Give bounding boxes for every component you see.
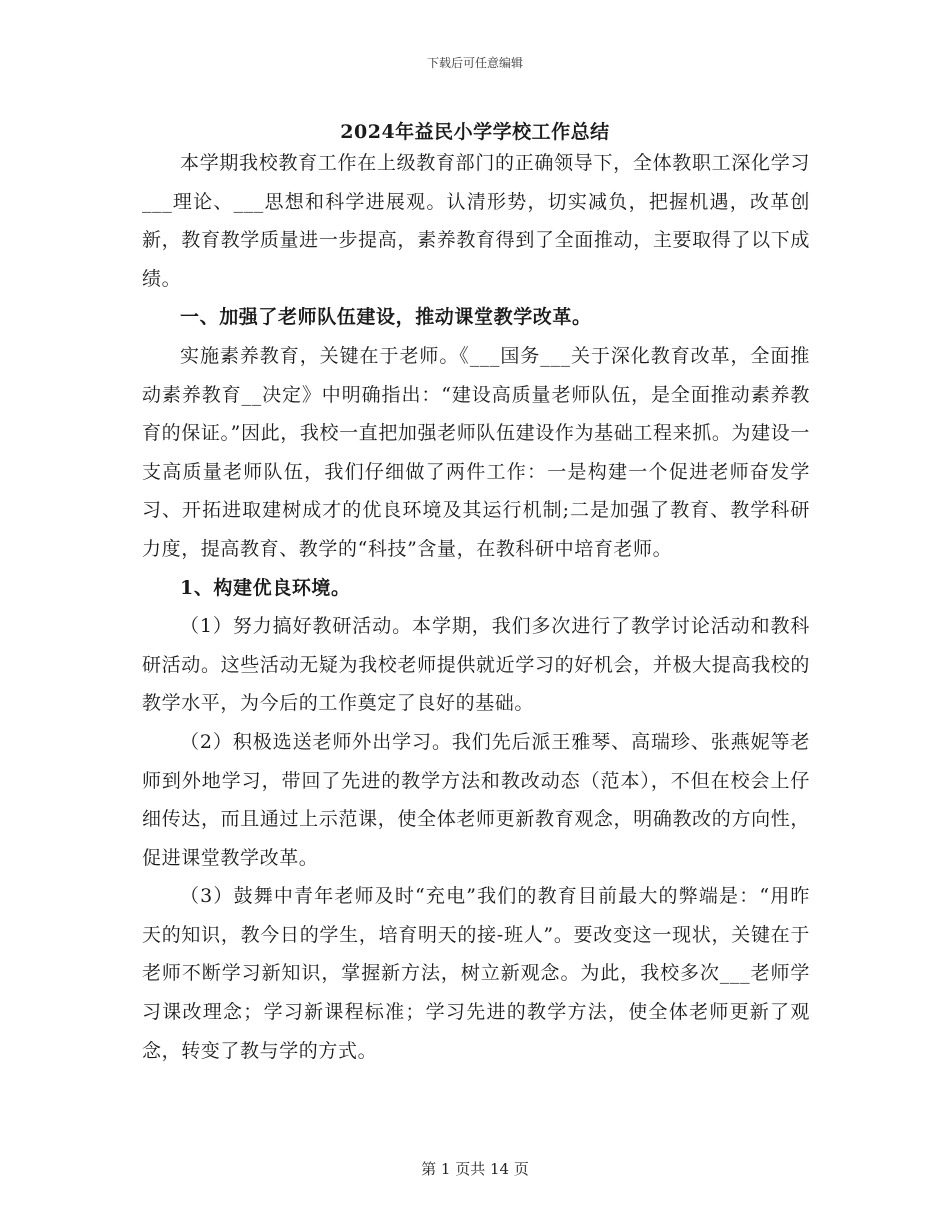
page-number: 第 1 页共 14 页	[421, 1160, 529, 1178]
subsection-heading-1: 1、构建优良环境。	[180, 576, 351, 599]
header-note: 下载后可任意编辑	[426, 56, 523, 70]
item-paragraph-3: （3）鼓舞中青年老师及时“充电”我们的教育目前最大的弊端是：“用昨天的知识，教今日的学生，培育明天的接-班人”。要改变这一现状，关键在于老师不断学习新知识，掌握新方法，树立新观念。为此，我校多次___老师学习课改理念；学习新课程标准；学习先进的教学方法，使全体老师更新了观念，转变了教与学的方式。	[142, 885, 810, 1062]
document-title: 2024年益民小学学校工作总结	[340, 121, 610, 143]
section-1-paragraph: 实施素养教育，关键在于老师。《___国务___关于深化教育改革，全面推动素养教育__决定》中明确指出：“建设高质量老师队伍，是全面推动素养教育的保证。”因此，我校一直把加强老师队伍建设作为基础工程来抓。为建设一支高质量老师队伍，我们仔细做了两件工作：一是构建一个促进老师奋发学习、开拓进取建树成才的优良环境及其运行机制;二是加强了教育、教学科研力度，提高教育、教学的“科技”含量，在教科研中培育老师。	[142, 344, 810, 560]
section-heading-1: 一、加强了老师队伍建设，推动课堂教学改革。	[180, 306, 592, 329]
item-paragraph-2: （2）积极选送老师外出学习。我们先后派王雅琴、高瑞珍、张燕妮等老师到外地学习，带回了先进的教学方法和教改动态（范本），不但在校会上仔细传达，而且通过上示范课，使全体老师更新教育观念，明确教改的方向性，促进课堂教学改革。	[142, 730, 810, 869]
document-body	[142, 144, 810, 1070]
item-paragraph-1: （1）努力搞好教研活动。本学期，我们多次进行了教学讨论活动和教科研活动。这些活动无疑为我校老师提供就近学习的好机会，并极大提高我校的教学水平，为今后的工作奠定了良好的基础。	[142, 615, 810, 715]
intro-paragraph: 本学期我校教育工作在上级教育部门的正确领导下，全体教职工深化学习___理论、___思想和科学进展观。认清形势，切实减负，把握机遇，改革创新，教育教学质量进一步提高，素养教育得到了全面推动，主要取得了以下成绩。	[142, 152, 810, 290]
